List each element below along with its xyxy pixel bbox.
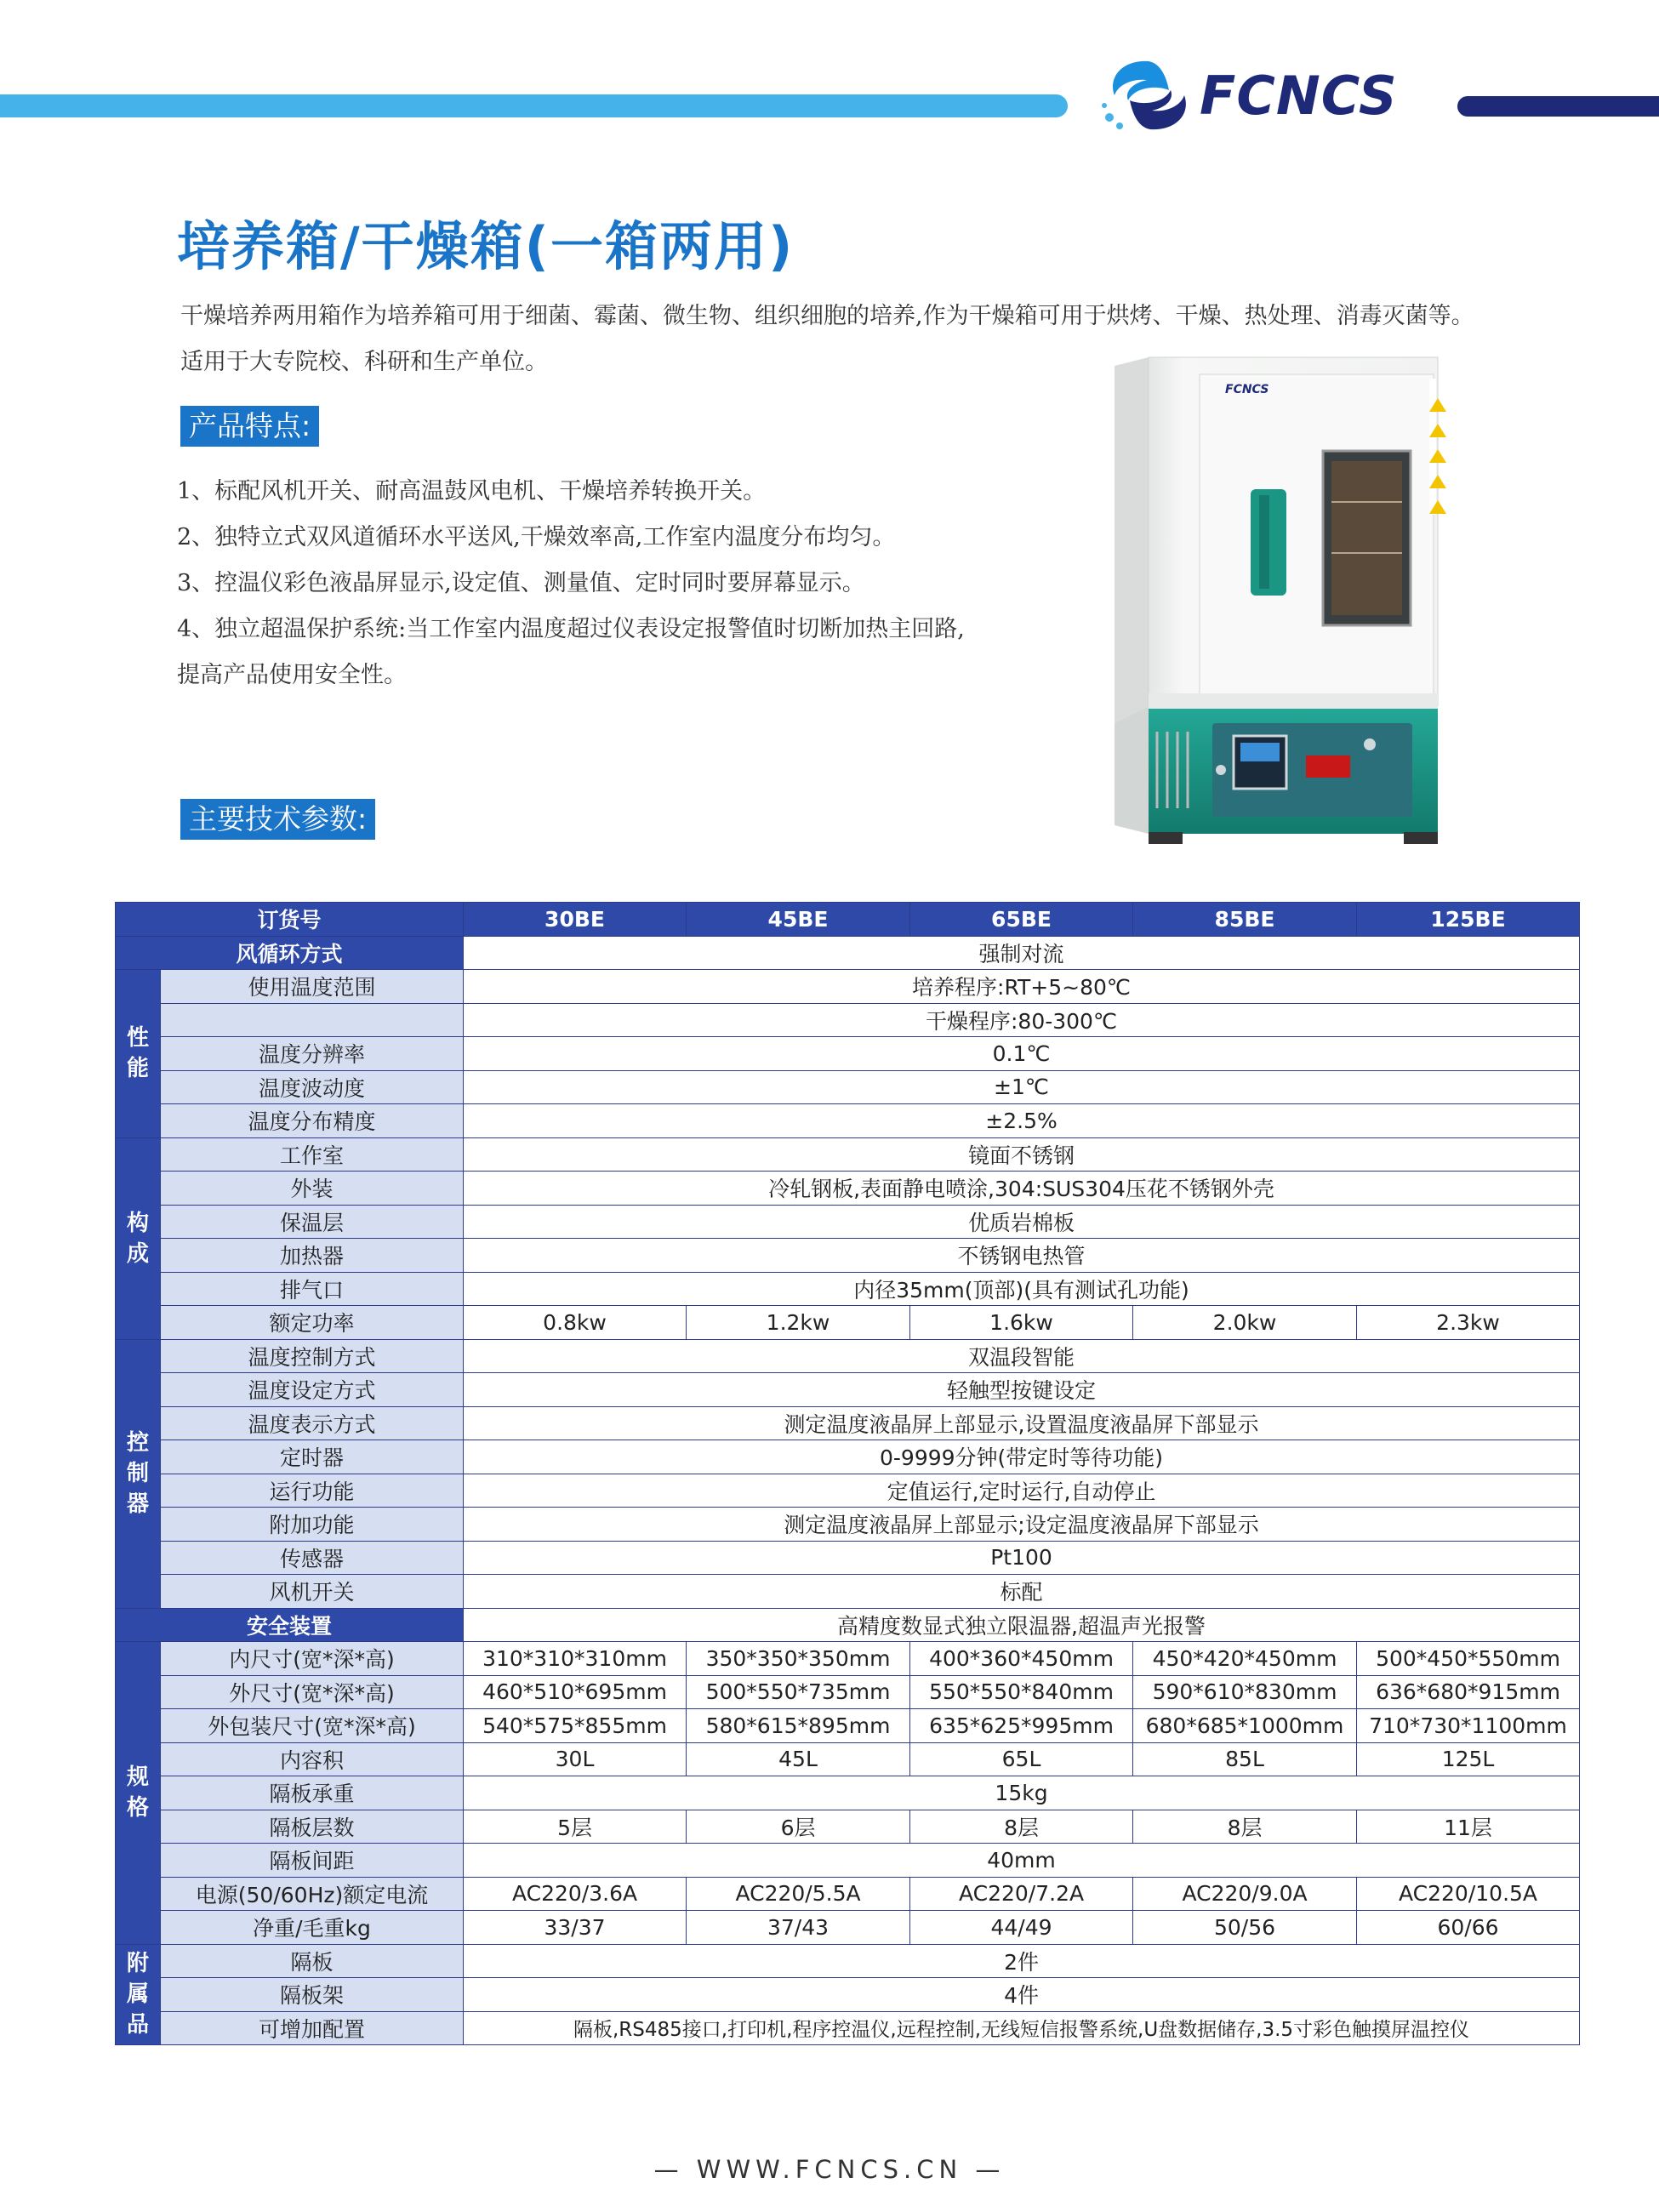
row-label: [161, 1003, 464, 1037]
table-row: [116, 1642, 1580, 1676]
row-label: 运行功能: [161, 1474, 464, 1508]
row-label: 外包装尺寸(宽*深*高): [161, 1709, 464, 1743]
page-title: 培养箱/干燥箱(一箱两用): [177, 215, 795, 277]
table-row: [116, 1104, 1580, 1138]
group-label-controller: [116, 1339, 161, 1608]
cell-value: AC220/7.2A: [910, 1877, 1133, 1911]
cell-value: 636*680*915mm: [1357, 1675, 1580, 1709]
cell-value: 350*350*350mm: [687, 1642, 910, 1676]
row-value: 定值运行,定时运行,自动停止: [464, 1474, 1580, 1508]
table-row: [116, 1742, 1580, 1776]
cell-value: 85L: [1133, 1742, 1357, 1776]
swirl-logo-icon: [1097, 53, 1200, 138]
row-value: 标配: [464, 1575, 1580, 1609]
table-row: [116, 1306, 1580, 1340]
table-row: [116, 1406, 1580, 1440]
cell-value: AC220/9.0A: [1133, 1877, 1357, 1911]
group-label-specification: [116, 1642, 161, 1945]
row-label: 温度控制方式: [161, 1339, 464, 1373]
cell-value: AC220/3.6A: [464, 1877, 687, 1911]
cell-value: 710*730*1100mm: [1357, 1709, 1580, 1743]
cell-value: 680*685*1000mm: [1133, 1709, 1357, 1743]
row-value: 优质岩棉板: [464, 1205, 1580, 1239]
cell-value: 8层: [1133, 1810, 1357, 1844]
cell-value: 8层: [910, 1810, 1133, 1844]
row-value: 高精度数显式独立限温器,超温声光报警: [464, 1608, 1580, 1642]
row-label: 温度分布精度: [161, 1104, 464, 1138]
cell-value: 1.2kw: [687, 1306, 910, 1340]
row-label: 温度分辨率: [161, 1037, 464, 1071]
row-label: 隔板: [161, 1944, 464, 1978]
row-value: 冷轧钢板,表面静电喷涂,304:SUS304压花不锈钢外壳: [464, 1172, 1580, 1206]
model-header: 30BE: [464, 903, 687, 937]
table-row: [116, 1205, 1580, 1239]
row-label: 隔板层数: [161, 1810, 464, 1844]
row-value: 测定温度液晶屏上部显示;设定温度液晶屏下部显示: [464, 1508, 1580, 1542]
table-row: [116, 970, 1580, 1004]
cell-value: 310*310*310mm: [464, 1642, 687, 1676]
table-row: [116, 1070, 1580, 1104]
cell-value: 590*610*830mm: [1133, 1675, 1357, 1709]
cell-value: 37/43: [687, 1911, 910, 1945]
cell-value: 30L: [464, 1742, 687, 1776]
row-label: 保温层: [161, 1205, 464, 1239]
row-value: 隔板,RS485接口,打印机,程序控温仪,远程控制,无线短信报警系统,U盘数据储存,3.5寸彩色触摸屏温控仪: [464, 2011, 1580, 2045]
row-label: 排气口: [161, 1272, 464, 1306]
table-row: [116, 2011, 1580, 2045]
feature-item: 提高产品使用安全性。: [177, 662, 407, 688]
table-row: [116, 1978, 1580, 2012]
header-accent-bar-right: [1457, 96, 1659, 117]
group-text: 附属品: [127, 1951, 150, 2038]
row-label: 外尺寸(宽*深*高): [161, 1675, 464, 1709]
group-text: 性能: [127, 1025, 150, 1082]
cell-value: 460*510*695mm: [464, 1675, 687, 1709]
row-label: 电源(50/60Hz)额定电流: [161, 1877, 464, 1911]
cell-value: 65L: [910, 1742, 1133, 1776]
cell-value: 33/37: [464, 1911, 687, 1945]
table-row: [116, 903, 1580, 937]
cell-value: 2.3kw: [1357, 1306, 1580, 1340]
cell-value: 0.8kw: [464, 1306, 687, 1340]
row-value: 轻触型按键设定: [464, 1373, 1580, 1407]
group-label-construction: [116, 1137, 161, 1339]
row-label: 可增加配置: [161, 2011, 464, 2045]
table-row: [116, 1541, 1580, 1575]
row-label: 安全装置: [116, 1608, 464, 1642]
group-label-accessories: [116, 1944, 161, 2045]
row-value: 不锈钢电热管: [464, 1239, 1580, 1273]
cell-value: 44/49: [910, 1911, 1133, 1945]
table-row: [116, 1508, 1580, 1542]
table-row: [116, 1239, 1580, 1273]
row-label: 风机开关: [161, 1575, 464, 1609]
row-value: 2件: [464, 1944, 1580, 1978]
row-value: 40mm: [464, 1844, 1580, 1878]
cell-value: 60/66: [1357, 1911, 1580, 1945]
spec-table: [115, 902, 1580, 2045]
row-label: 定时器: [161, 1440, 464, 1474]
incubator-illustration: [1089, 349, 1497, 851]
cell-value: 125L: [1357, 1742, 1580, 1776]
row-value: ±2.5%: [464, 1104, 1580, 1138]
cell-value: AC220/10.5A: [1357, 1877, 1580, 1911]
row-label: 内尺寸(宽*深*高): [161, 1642, 464, 1676]
specs-heading: 主要技术参数:: [180, 799, 375, 840]
feature-item: 4、独立超温保护系统:当工作室内温度超过仪表设定报警值时切断加热主回路,: [177, 616, 965, 642]
row-label: 内容积: [161, 1742, 464, 1776]
table-row: [116, 1844, 1580, 1878]
row-label: 加热器: [161, 1239, 464, 1273]
cell-value: 6层: [687, 1810, 910, 1844]
cell-value: 635*625*995mm: [910, 1709, 1133, 1743]
cell-value: 580*615*895mm: [687, 1709, 910, 1743]
intro-paragraph: 干燥培养两用箱作为培养箱可用于细菌、霉菌、微生物、组织细胞的培养,作为干燥箱可用于烘烤、干燥、热处理、消毒灭菌等。适用于大专院校、科研和生产单位。: [180, 303, 1474, 375]
product-brand-label: FCNCS: [1225, 383, 1269, 396]
cell-value: 450*420*450mm: [1133, 1642, 1357, 1676]
row-label: 工作室: [161, 1137, 464, 1172]
order-number-header: 订货号: [116, 903, 464, 937]
row-value: 培养程序:RT+5~80℃: [464, 970, 1580, 1004]
table-row: [116, 1608, 1580, 1642]
table-row: [116, 1776, 1580, 1810]
cell-value: 2.0kw: [1133, 1306, 1357, 1340]
table-row: [116, 1137, 1580, 1172]
row-label: 温度表示方式: [161, 1406, 464, 1440]
row-value: 干燥程序:80-300℃: [464, 1003, 1580, 1037]
table-row: [116, 1810, 1580, 1844]
row-label: 风循环方式: [116, 936, 464, 970]
cell-value: 500*450*550mm: [1357, 1642, 1580, 1676]
table-row: [116, 1675, 1580, 1709]
row-value: 0.1℃: [464, 1037, 1580, 1071]
row-label: 隔板架: [161, 1978, 464, 2012]
row-value: ±1℃: [464, 1070, 1580, 1104]
spec-table-container: [115, 902, 1579, 2045]
cell-value: 500*550*735mm: [687, 1675, 910, 1709]
features-list: [177, 469, 1036, 698]
row-value: 强制对流: [464, 936, 1580, 970]
features-heading: 产品特点:: [180, 406, 319, 447]
model-header: 85BE: [1133, 903, 1357, 937]
row-label: 附加功能: [161, 1508, 464, 1542]
product-image: [1089, 349, 1497, 851]
feature-item: 2、独特立式双风道循环水平送风,干燥效率高,工作室内温度分布均匀。: [177, 524, 896, 550]
group-text: 规格: [127, 1764, 150, 1821]
table-row: [116, 936, 1580, 970]
group-label-performance: [116, 970, 161, 1138]
table-row: [116, 1877, 1580, 1911]
row-value: 镜面不锈钢: [464, 1137, 1580, 1172]
cell-value: 550*550*840mm: [910, 1675, 1133, 1709]
logo-text: FCNCS: [1200, 65, 1398, 127]
row-value: 测定温度液晶屏上部显示,设置温度液晶屏下部显示: [464, 1406, 1580, 1440]
feature-item: 3、控温仪彩色液晶屏显示,设定值、测量值、定时同时要屏幕显示。: [177, 570, 865, 596]
footer-website[interactable]: — WWW.FCNCS.CN —: [653, 2155, 1006, 2184]
row-value: 4件: [464, 1978, 1580, 2012]
table-row: [116, 1440, 1580, 1474]
row-label: 额定功率: [161, 1306, 464, 1340]
row-value: 内径35mm(顶部)(具有测试孔功能): [464, 1272, 1580, 1306]
row-value: Pt100: [464, 1541, 1580, 1575]
row-label: 净重/毛重kg: [161, 1911, 464, 1945]
header-accent-bar: [0, 94, 1068, 117]
model-header: 125BE: [1357, 903, 1580, 937]
table-row: [116, 1474, 1580, 1508]
table-row: [116, 1003, 1580, 1037]
table-row: [116, 1339, 1580, 1373]
group-text: 构成: [127, 1210, 150, 1267]
table-row: [116, 1911, 1580, 1945]
model-header: 65BE: [910, 903, 1133, 937]
table-row: [116, 1172, 1580, 1206]
brand-logo: [1097, 53, 1438, 138]
cell-value: 400*360*450mm: [910, 1642, 1133, 1676]
cell-value: 11层: [1357, 1810, 1580, 1844]
cell-value: AC220/5.5A: [687, 1877, 910, 1911]
row-label: 隔板间距: [161, 1844, 464, 1878]
group-text: 控制器: [127, 1430, 150, 1517]
table-row: [116, 1272, 1580, 1306]
feature-item: 1、标配风机开关、耐高温鼓风电机、干燥培养转换开关。: [177, 478, 767, 505]
table-row: [116, 1944, 1580, 1978]
table-row: [116, 1037, 1580, 1071]
row-label: 使用温度范围: [161, 970, 464, 1004]
row-label: 外装: [161, 1172, 464, 1206]
table-row: [116, 1709, 1580, 1743]
row-value: 双温段智能: [464, 1339, 1580, 1373]
row-label: 隔板承重: [161, 1776, 464, 1810]
row-value: 0-9999分钟(带定时等待功能): [464, 1440, 1580, 1474]
cell-value: 45L: [687, 1742, 910, 1776]
cell-value: 1.6kw: [910, 1306, 1133, 1340]
cell-value: 540*575*855mm: [464, 1709, 687, 1743]
table-row: [116, 1373, 1580, 1407]
table-row: [116, 1575, 1580, 1609]
row-label: 传感器: [161, 1541, 464, 1575]
cell-value: 50/56: [1133, 1911, 1357, 1945]
row-label: 温度波动度: [161, 1070, 464, 1104]
row-value: 15kg: [464, 1776, 1580, 1810]
cell-value: 5层: [464, 1810, 687, 1844]
model-header: 45BE: [687, 903, 910, 937]
row-label: 温度设定方式: [161, 1373, 464, 1407]
